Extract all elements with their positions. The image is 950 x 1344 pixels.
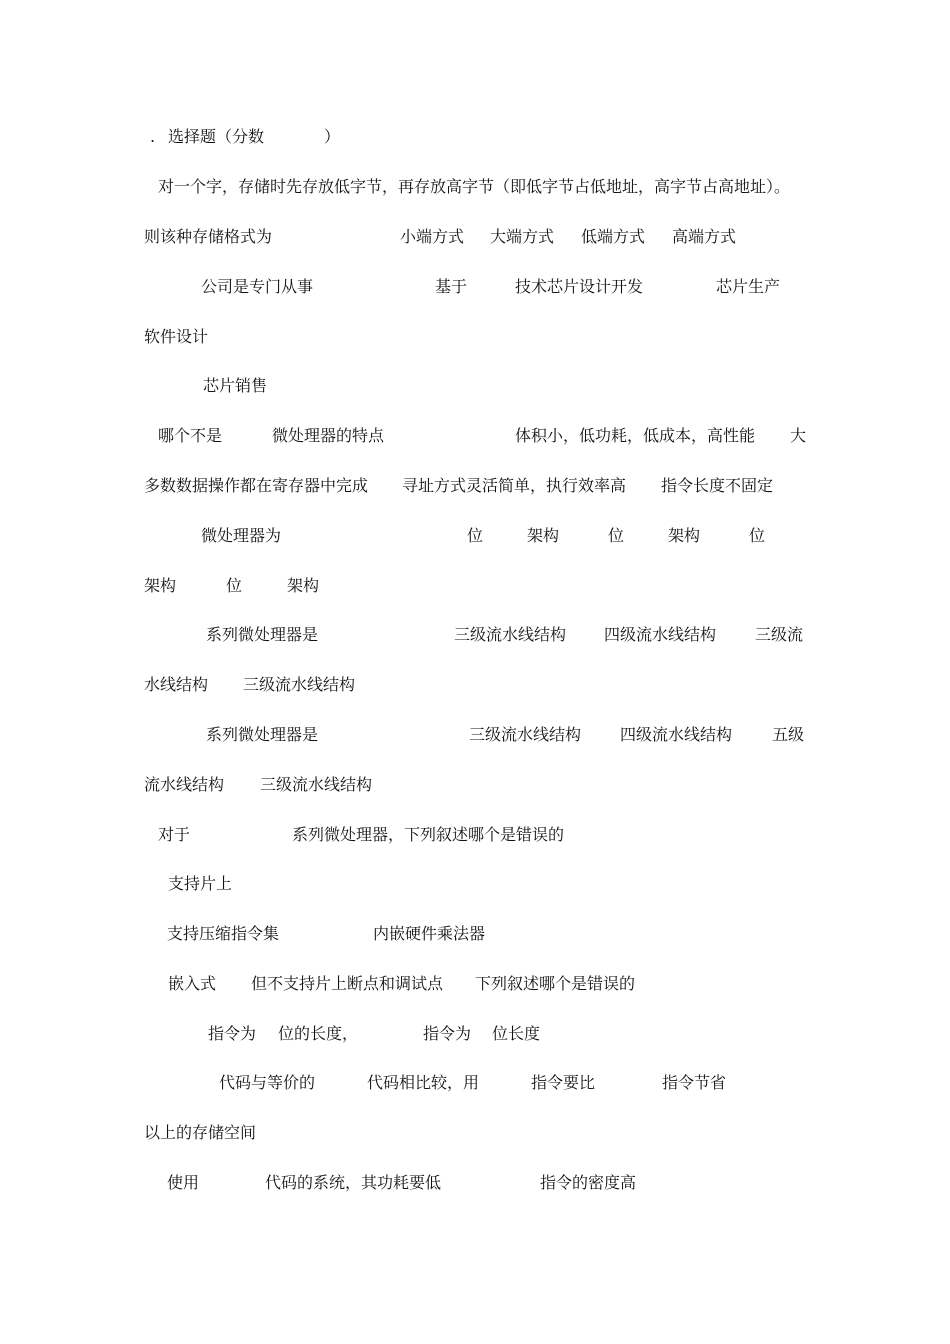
option-text: 水线结构	[144, 675, 209, 694]
option-text: 指令为	[208, 1024, 257, 1043]
option-text: 指令节省	[662, 1073, 727, 1092]
question-text: 公司是专门从事	[201, 277, 314, 296]
option-text: 支持压缩指令集	[167, 924, 280, 943]
option-text: 嵌入式	[168, 974, 217, 993]
option-text: 位	[467, 526, 484, 545]
option-text: 内嵌硬件乘法器	[373, 924, 486, 943]
option-text: 指令的密度高	[540, 1173, 637, 1192]
question-text: 对一个字，存储时先存放低字节，再存放高字节（即低字节占低地址，高字节占高地址）。	[158, 177, 791, 196]
section-title-close: ）	[324, 127, 341, 146]
option-text: 但不支持片上断点和调试点	[251, 974, 444, 993]
option-text: 三级流水线结构	[260, 775, 373, 794]
option-text: 大	[790, 426, 807, 445]
option-text: 位的长度，	[278, 1024, 359, 1043]
option-text: 支持片上	[168, 874, 233, 893]
option-text: 代码的系统，其功耗要低	[265, 1173, 442, 1192]
option-text: 四级流水线结构	[604, 625, 717, 644]
option-text: 三级流	[755, 625, 804, 644]
section-number: .	[150, 127, 156, 146]
option-text: 三级流水线结构	[454, 625, 567, 644]
question-text: 哪个不是	[158, 426, 223, 445]
option-text: 芯片销售	[203, 376, 268, 395]
option-text: 高端方式	[672, 227, 737, 246]
question-text: 基于	[435, 277, 468, 296]
question-text: 则该种存储格式为	[144, 227, 273, 246]
option-text: 低端方式	[581, 227, 646, 246]
option-text: 架构	[668, 526, 701, 545]
question-text: 技术芯片设计开发	[515, 277, 644, 296]
option-text: 指令长度不固定	[661, 476, 774, 495]
option-text: 架构	[144, 576, 177, 595]
question-text: 系列微处理器，下列叙述哪个是错误的	[292, 825, 565, 844]
option-text: 指令要比	[531, 1073, 596, 1092]
option-text: 流水线结构	[144, 775, 225, 794]
option-text: 小端方式	[400, 227, 465, 246]
option-text: 指令为	[423, 1024, 472, 1043]
question-text: 系列微处理器是	[206, 625, 319, 644]
option-text: 大端方式	[490, 227, 555, 246]
option-text: 位长度	[492, 1024, 541, 1043]
option-text: 使用	[167, 1173, 200, 1192]
option-text: 体积小，低功耗，低成本，高性能	[515, 426, 756, 445]
question-text: 微处理器为	[201, 526, 282, 545]
section-title: 选择题（分数	[168, 127, 265, 146]
option-text: 四级流水线结构	[620, 725, 733, 744]
question-text: 下列叙述哪个是错误的	[475, 974, 636, 993]
option-text: 位	[608, 526, 625, 545]
option-text: 寻址方式灵活简单，执行效率高	[402, 476, 627, 495]
option-text: 多数数据操作都在寄存器中完成	[144, 476, 369, 495]
option-text: 芯片生产	[716, 277, 781, 296]
option-text: 软件设计	[144, 327, 209, 346]
option-text: 代码与等价的	[219, 1073, 316, 1092]
option-text: 架构	[287, 576, 320, 595]
option-text: 代码相比较，用	[367, 1073, 480, 1092]
question-text: 系列微处理器是	[206, 725, 319, 744]
option-text: 三级流水线结构	[243, 675, 356, 694]
option-text: 五级	[772, 725, 805, 744]
option-text: 架构	[527, 526, 560, 545]
option-text: 三级流水线结构	[469, 725, 582, 744]
option-text: 以上的存储空间	[144, 1123, 257, 1142]
question-text: 对于	[158, 825, 191, 844]
option-text: 位	[749, 526, 766, 545]
question-text: 微处理器的特点	[272, 426, 385, 445]
option-text: 位	[226, 576, 243, 595]
